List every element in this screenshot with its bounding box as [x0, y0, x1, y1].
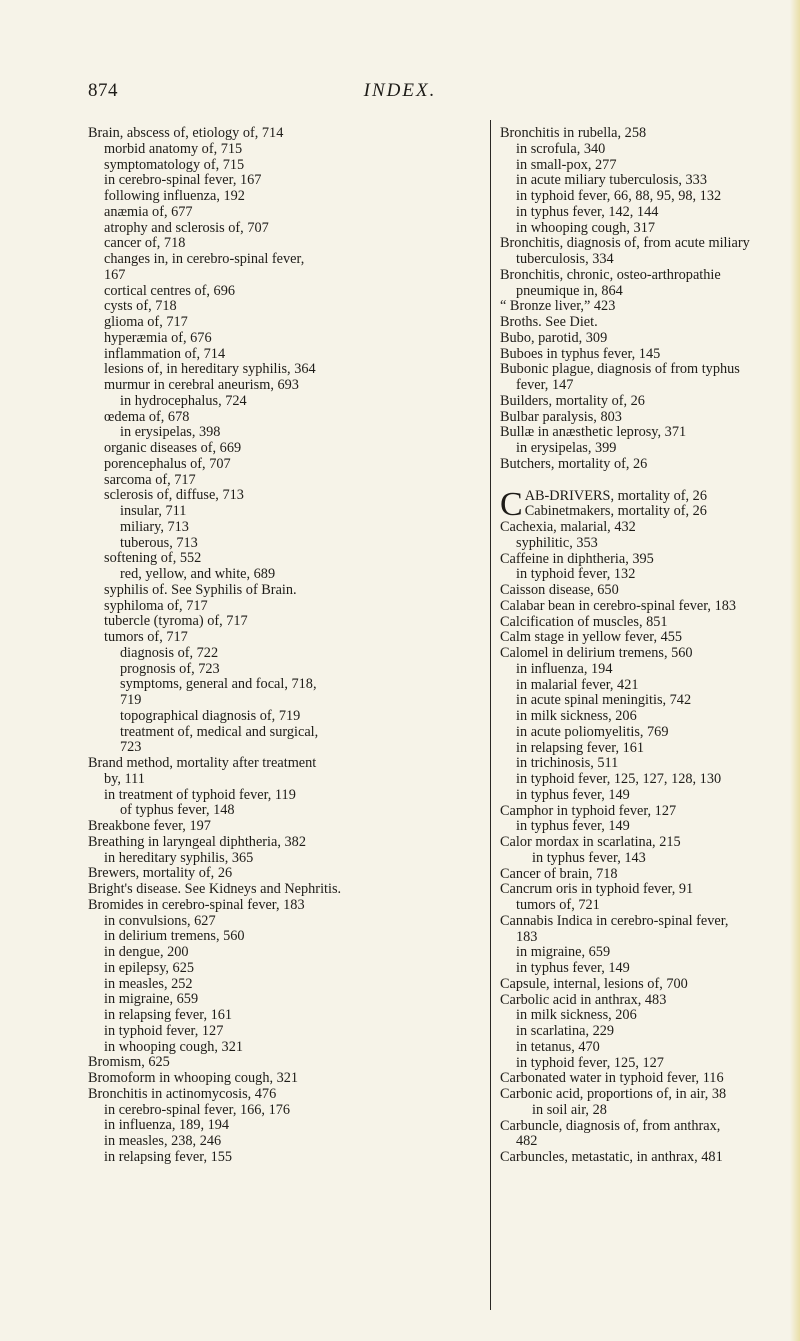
index-entry: Calomel in delirium tremens, 560 [500, 645, 693, 661]
page-header [0, 80, 800, 108]
index-entry: Bronchitis, chronic, osteo-arthropathie [500, 266, 721, 283]
index-entry: sarcoma of, 717 [104, 471, 196, 488]
index-entry: in typhus fever, 149 [516, 960, 630, 976]
index-entry: in dengue, 200 [104, 944, 189, 960]
index-entry: in whooping cough, 321 [104, 1038, 243, 1055]
index-entry: lesions of, in hereditary syphilis, 364 [104, 361, 316, 378]
index-entry: tuberculosis, 334 [516, 251, 614, 267]
index-entry: symptoms, general and focal, 718, [120, 676, 317, 693]
index-entry: in tetanus, 470 [516, 1038, 600, 1055]
drop-cap: C [500, 485, 523, 523]
index-entry: atrophy and sclerosis of, 707 [104, 219, 269, 236]
index-entry: in epilepsy, 625 [104, 959, 195, 976]
index-entry: in typhoid fever, 125, 127 [516, 1054, 664, 1071]
index-entry: in influenza, 189, 194 [104, 1117, 230, 1134]
index-entry: in measles, 238, 246 [104, 1133, 222, 1149]
index-entry: 723 [120, 739, 142, 756]
index-entry: Breakbone fever, 197 [88, 818, 211, 834]
index-entry: in typhus fever, 142, 144 [516, 203, 659, 220]
index-entry: Capsule, internal, lesions of, 700 [500, 975, 688, 992]
index-entry: in measles, 252 [104, 975, 193, 992]
index-entry: Bronchitis in actinomycosis, 476 [88, 1085, 277, 1102]
index-entry: softening of, 552 [104, 550, 202, 567]
index-entry: Builders, mortality of, 26 [500, 392, 645, 409]
index-entry: “ Bronze liver,” 423 [500, 298, 616, 315]
index-entry: Bubonic plague, diagnosis of from typhus [500, 361, 740, 378]
index-entry: Caisson disease, 650 [500, 582, 619, 598]
column-divider [490, 120, 491, 1310]
index-entry: cortical centres of, 696 [104, 282, 235, 299]
index-entry: Bright's disease. See Kidneys and Nephritis. [88, 881, 342, 897]
index-entry: in relapsing fever, 161 [516, 739, 645, 756]
index-column-left [88, 126, 483, 1166]
index-entry: in scarlatina, 229 [516, 1023, 615, 1039]
index-entry: Calcification of muscles, 851 [500, 613, 668, 630]
index-entry: syphilis of. See Syphilis of Brain. [104, 581, 297, 598]
index-section-c [500, 485, 792, 1166]
index-entry: tumors of, 721 [516, 897, 600, 913]
index-entry: Bromoform in whooping cough, 321 [88, 1070, 299, 1086]
index-entry: sclerosis of, diffuse, 713 [104, 487, 244, 504]
index-entry: in influenza, 194 [516, 660, 613, 677]
index-entry: in cerebro-spinal fever, 167 [104, 172, 262, 189]
page-edge [790, 0, 800, 1341]
index-entry: in typhoid fever, 132 [516, 566, 636, 583]
index-entry: in typhus fever, 149 [516, 818, 630, 835]
index-entry: red, yellow, and white, 689 [120, 566, 276, 582]
index-entry: in typhoid fever, 66, 88, 95, 98, 132 [516, 188, 722, 204]
index-entry: in milk sickness, 206 [516, 1007, 637, 1024]
index-entry: Bronchitis, diagnosis of, from acute miliary [500, 235, 750, 252]
index-entry: in whooping cough, 317 [516, 219, 655, 236]
index-entry: in treatment of typhoid fever, 119 [104, 786, 296, 803]
index-entry: Carbonated water in typhoid fever, 116 [500, 1070, 724, 1087]
index-entry: Bullæ in anæsthetic leprosy, 371 [500, 424, 687, 441]
index-entry: Carbolic acid in anthrax, 483 [500, 991, 667, 1008]
index-entry: insular, 711 [120, 503, 187, 519]
index-entry: 183 [516, 928, 538, 945]
index-entry: in delirium tremens, 560 [104, 928, 245, 945]
index-entry: Carbuncle, diagnosis of, from anthrax, [500, 1117, 721, 1134]
index-entry: Bronchitis in rubella, 258 [500, 125, 647, 141]
index-entry: topographical diagnosis of, 719 [120, 707, 301, 724]
index-entry: porencephalus of, 707 [104, 455, 231, 472]
index-entry: in migraine, 659 [104, 991, 199, 1008]
index-entry-text: Cabinetmakers, mortality of, 26 [524, 503, 707, 520]
index-entry: hyperæmia of, 676 [104, 329, 212, 346]
index-entry: syphiloma of, 717 [104, 597, 208, 614]
index-entry: in typhus fever, 149 [516, 786, 630, 803]
index-entry: Calor mordax in scarlatina, 215 [500, 834, 681, 850]
index-section-b [500, 126, 792, 473]
index-entry: Carbonic acid, proportions of, in air, 38 [500, 1086, 727, 1102]
index-entry: Brand method, mortality after treatment [88, 755, 317, 771]
index-entry: in acute poliomyelitis, 769 [516, 723, 669, 740]
index-entry: in acute spinal meningitis, 742 [516, 692, 692, 709]
index-entry: Cancrum oris in typhoid fever, 91 [500, 881, 694, 898]
index-entry: Bubo, parotid, 309 [500, 329, 608, 346]
index-entry: morbid anatomy of, 715 [104, 140, 243, 157]
page-number: 874 [88, 80, 118, 101]
index-entry: in erysipelas, 399 [516, 440, 617, 456]
index-entry: inflammation of, 714 [104, 345, 226, 362]
index-entry: in typhoid fever, 127 [104, 1022, 224, 1039]
index-column-right [500, 126, 792, 1166]
index-entry: tuberous, 713 [120, 534, 198, 551]
index-entry: glioma of, 717 [104, 314, 188, 330]
index-entry: 719 [120, 692, 142, 708]
index-entry: in malarial fever, 421 [516, 676, 639, 693]
index-entry: Butchers, mortality of, 26 [500, 455, 648, 472]
index-entry: in typhoid fever, 125, 127, 128, 130 [516, 771, 722, 787]
index-entry: tumors of, 717 [104, 629, 188, 645]
index-entry: in trichinosis, 511 [516, 755, 619, 772]
index-entry: in acute miliary tuberculosis, 333 [516, 172, 707, 189]
index-entry: in hydrocephalus, 724 [120, 392, 247, 409]
index-entry: in relapsing fever, 155 [104, 1148, 233, 1165]
index-entry: 482 [516, 1133, 538, 1150]
index-entry: in typhus fever, 143 [532, 849, 646, 866]
index-entry: in scrofula, 340 [516, 140, 606, 157]
index-entry: in cerebro-spinal fever, 166, 176 [104, 1101, 291, 1118]
index-entry: Brewers, mortality of, 26 [88, 865, 233, 882]
index-entry: Cachexia, malarial, 432 [500, 519, 636, 535]
index-entry: syphilitic, 353 [516, 534, 598, 551]
index-entry: Bromism, 625 [88, 1054, 170, 1071]
index-entry: of typhus fever, 148 [120, 802, 235, 819]
index-entry: in soil air, 28 [532, 1101, 607, 1118]
index-entry: in migraine, 659 [516, 944, 611, 961]
index-entry: Cannabis Indica in cerebro-spinal fever, [500, 912, 729, 929]
index-entry: Calabar bean in cerebro-spinal fever, 183 [500, 597, 737, 614]
index-entry: anæmia of, 677 [104, 203, 193, 220]
index-entry: Carbuncles, metastatic, in anthrax, 481 [500, 1149, 723, 1165]
index-entry: treatment of, medical and surgical, [120, 723, 319, 740]
index-entry: in convulsions, 627 [104, 912, 216, 929]
index-entry: Breathing in laryngeal diphtheria, 382 [88, 833, 306, 850]
index-entries-c [500, 520, 792, 1166]
index-entry: 167 [104, 266, 126, 283]
index-entry: murmur in cerebral aneurism, 693 [104, 377, 299, 393]
index-entry: symptomatology of, 715 [104, 156, 245, 173]
index-entry: Broths. See Diet. [500, 314, 598, 330]
index-entry: Bromides in cerebro-spinal fever, 183 [88, 896, 305, 913]
running-head: INDEX. [363, 80, 437, 101]
index-entry: Calm stage in yellow fever, 455 [500, 629, 683, 646]
index-entry: changes in, in cerebro-spinal fever, [104, 251, 305, 267]
index-entry: Camphor in typhoid fever, 127 [500, 802, 677, 819]
index-entry: in hereditary syphilis, 365 [104, 849, 254, 866]
index-entry: Buboes in typhus fever, 145 [500, 345, 661, 362]
index-entry: cysts of, 718 [104, 298, 177, 315]
index-entry: Caffeine in diphtheria, 395 [500, 550, 654, 567]
index-entry: in relapsing fever, 161 [104, 1007, 233, 1023]
index-entry: diagnosis of, 722 [120, 644, 219, 661]
section-gap [500, 473, 792, 489]
index-entry-text: AB-DRIVERS, mortality of, 26 [524, 487, 707, 504]
index-entry: in milk sickness, 206 [516, 708, 637, 724]
index-entry: Bulbar paralysis, 803 [500, 408, 622, 425]
index-entry: by, 111 [104, 770, 145, 787]
index-entry: in small-pox, 277 [516, 156, 617, 173]
index-entry: tubercle (tyroma) of, 717 [104, 613, 248, 630]
index-entry: following influenza, 192 [104, 188, 245, 204]
index-entry: Brain, abscess of, etiology of, 714 [88, 125, 284, 141]
index-entry [500, 485, 792, 523]
index-entry: in erysipelas, 398 [120, 424, 221, 441]
index-entry: organic diseases of, 669 [104, 440, 242, 456]
index-entry: fever, 147 [516, 377, 574, 393]
index-entry: pneumique in, 864 [516, 282, 623, 299]
index-entry: Cancer of brain, 718 [500, 865, 618, 882]
index-entry: prognosis of, 723 [120, 660, 220, 677]
index-entry: œdema of, 678 [104, 408, 190, 425]
index-entry: miliary, 713 [120, 518, 189, 535]
index-entry: cancer of, 718 [104, 235, 186, 252]
